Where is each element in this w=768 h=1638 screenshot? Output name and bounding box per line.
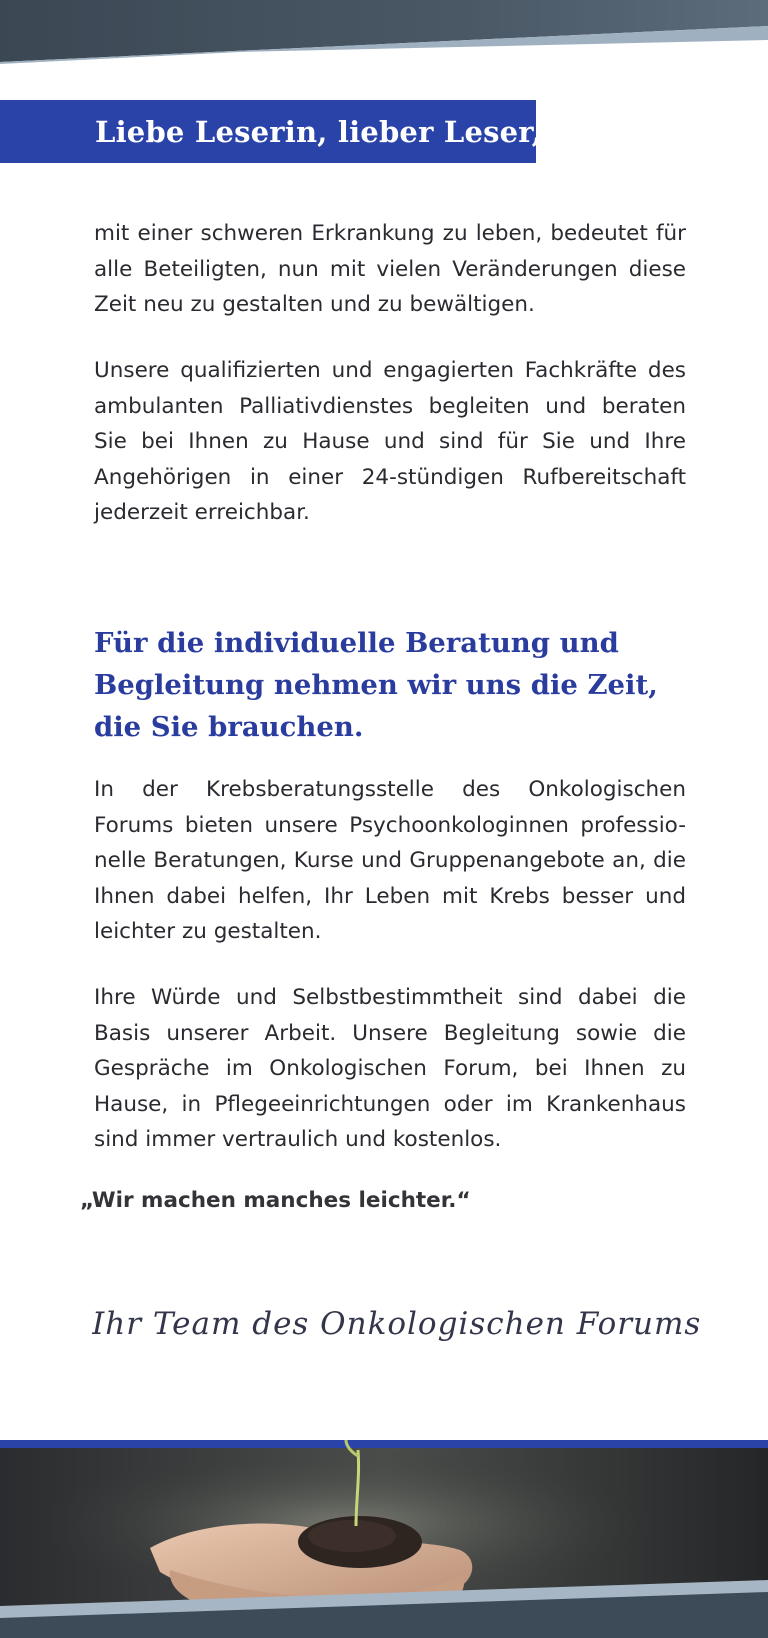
- intro-paragraph-2: Unsere qualifizierten und engagierten Fachkräfte des ambulanten Palliativdienstes begleiten und beraten Sie bei Ihnen zu Hause und sind für Sie und Ihre Angehörigen in einer 24-stündigen Rufbereitschaft jederzeit erreichbar.: [94, 358, 686, 525]
- greeting-banner: [0, 100, 542, 163]
- slogan-quote: „Wir machen manches leichter.“: [80, 1188, 471, 1213]
- main-paragraph-1: In der Krebsberatungsstelle des Onkologischen Forums bieten unsere Psychoonkologinnen professio-nelle Beratungen, Kurse und Gruppenangebote an, die Ihnen dabei helfen, Ihr Leben mit Krebs besser und leichter zu gestalten.: [94, 777, 686, 944]
- main-paragraph-2: Ihre Würde und Selbstbestimmtheit sind dabei die Basis unserer Arbeit. Unsere Begleitung sowie die Gespräche im Onkologischen Forum, bei Ihnen zu Hause, in Pflegeeinrichtungen oder im Krankenhaus sind immer vertraulich und kostenlos.: [94, 985, 686, 1152]
- top-decorative-band: [0, 0, 768, 70]
- signature-text: Ihr Team des Onkologischen Forums: [92, 1306, 702, 1342]
- handwritten-signature: [92, 1288, 732, 1358]
- bottom-photo-hands-seedling: [0, 1440, 768, 1638]
- greeting-heading: Liebe Leserin, lieber Leser,: [95, 114, 542, 149]
- intro-paragraph-1: mit einer schweren Erkrankung zu leben, bedeutet für alle Beteiligten, nun mit vielen Veränderungen diese Zeit neu zu gestalten und zu bewältigen.: [94, 221, 686, 317]
- section-headline: Für die individuelle Beratung und Begleitung nehmen wir uns die Zeit, die Sie brauchen.: [94, 627, 658, 743]
